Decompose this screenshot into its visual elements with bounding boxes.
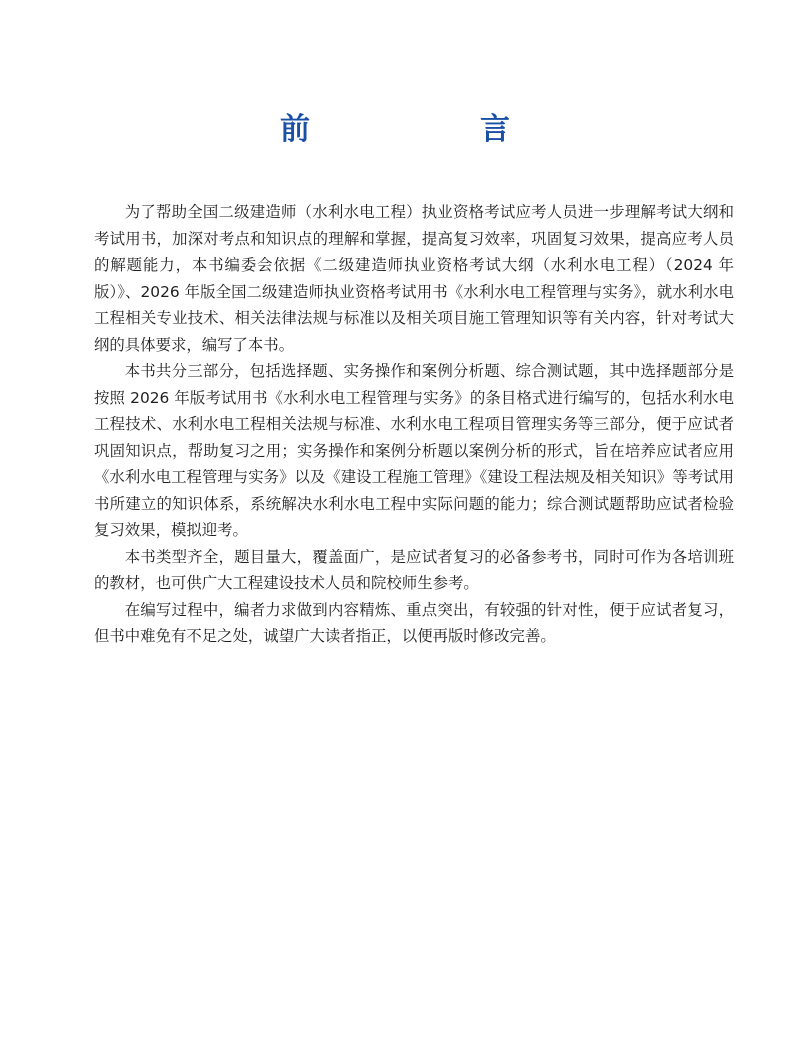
paragraph-audience: 本书类型齐全，题目量大，覆盖面广，是应试者复习的必备参考书，同时可作为各培训班的教材，也可供广大工程建设技术人员和院校师生参考。 (94, 547, 734, 592)
paragraph-structure: 本书共分三部分，包括选择题、实务操作和案例分析题、综合测试题，其中选择题部分是按照 2026 年版考试用书《水利水电工程管理与实务》的条目格式进行编写的，包括水利水电工程技术、水利水电工程相关法规与标准、水利水电工程项目管理实务等三部分，便于应试者巩固知识点，帮助复习之用；实务操作和案例分析题以案例分析的形式，旨在培养应试者应用《水利水电工程管理与实务》以及《建设工程施工管理》《建设工程法规及相关知识》等考试用书所建立的知识体系，系统解决水利水电工程中实际问题的能力；综合测试题帮助应试者检验复习效果，模拟迎考。 (94, 362, 734, 539)
paragraph-purpose: 为了帮助全国二级建造师（水利水电工程）执业资格考试应考人员进一步理解考试大纲和考试用书，加深对考点和知识点的理解和掌握，提高复习效率，巩固复习效果，提高应考人员的解题能力，本书编委会依据《二级建造师执业资格考试大纲（水利水电工程）（2024 年版）》、2026 年版全国二级建造师执业资格考试用书《水利水电工程管理与实务》，就水利水电工程相关专业技术、相关法律法规与标准以及相关项目施工管理知识等有关内容，针对考试大纲的具体要求，编写了本书。 (94, 203, 734, 354)
page-title: 前 言 (280, 112, 580, 147)
paragraph-closing: 在编写过程中，编者力求做到内容精炼、重点突出，有较强的针对性，便于应试者复习，但书中难免有不足之处，诚望广大读者指正，以便再版时修改完善。 (94, 600, 734, 645)
preface-body (94, 199, 734, 650)
